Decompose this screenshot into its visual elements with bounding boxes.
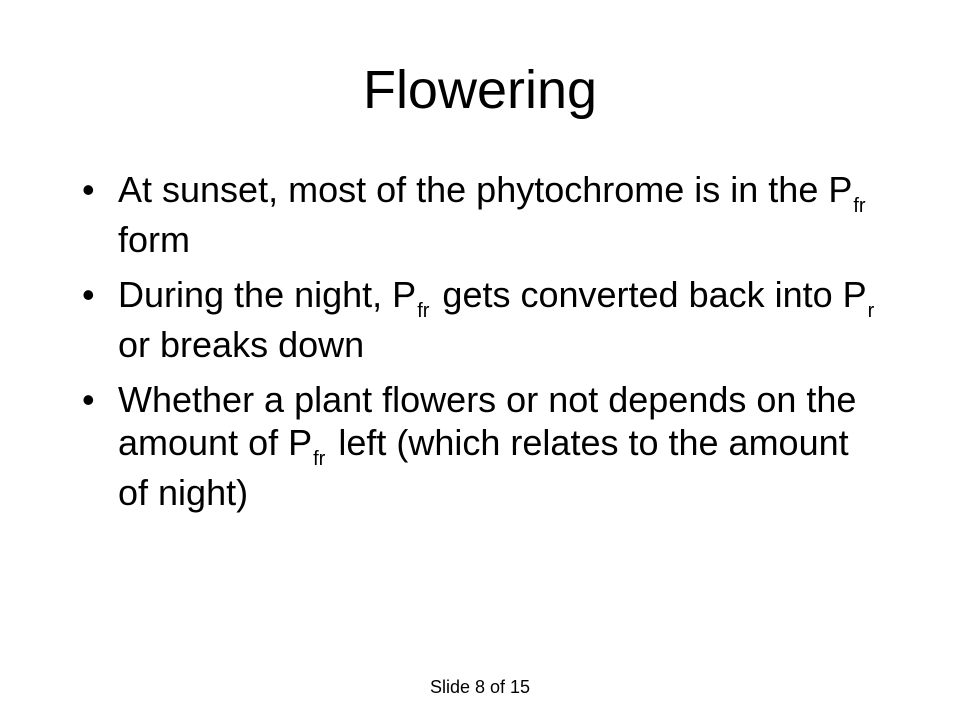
slide-title: Flowering <box>362 60 598 120</box>
subscript: fr <box>853 195 866 217</box>
subscript: r <box>867 300 875 322</box>
bullet-text: or breaks down <box>118 324 365 365</box>
bullet-text: form <box>118 219 190 260</box>
bullet-text: At sunset, most of the phytochrome is in the P <box>118 169 853 210</box>
bullet-dot-icon: • <box>82 274 95 315</box>
bullet-text: left (which relates to the amount of night) <box>118 422 849 513</box>
bullet-list <box>80 168 880 526</box>
slide-number: Slide 8 of 15 <box>429 677 531 697</box>
bullet-text: During the night, P <box>118 274 417 315</box>
bullet-dot-icon: • <box>82 169 95 210</box>
bullet-item <box>80 273 880 366</box>
subscript: fr <box>417 300 430 322</box>
bullet-dot-icon: • <box>82 379 95 420</box>
bullet-item <box>80 378 880 514</box>
bullet-text: Whether a plant flowers or not depends on the amount of P <box>118 379 857 463</box>
subscript: fr <box>313 448 326 470</box>
bullet-text: gets converted back into P <box>442 274 867 315</box>
bullet-item <box>80 168 880 261</box>
